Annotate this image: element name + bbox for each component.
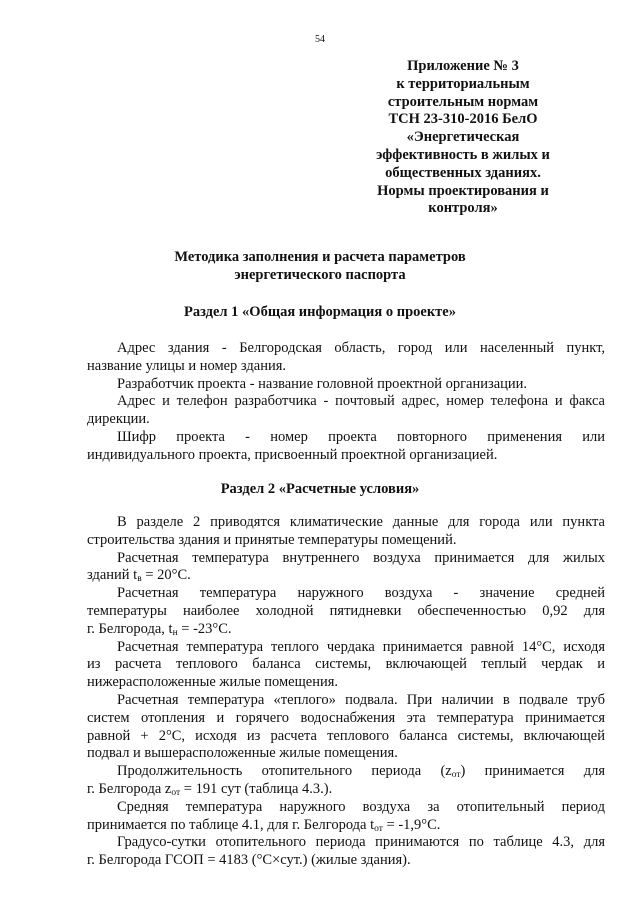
subscript: от <box>451 770 461 781</box>
appendix-line: Приложение № 3 <box>407 58 519 74</box>
text-line: подвал и вышерасположенные жилые помещения. <box>87 745 398 762</box>
text-fragment: г. Белгорода z <box>87 780 172 797</box>
paragraph <box>87 585 605 638</box>
paragraph <box>87 429 605 465</box>
text-fragment: = -1,9°С. <box>382 816 441 833</box>
section-2-body <box>87 514 605 870</box>
paragraph <box>87 376 605 394</box>
paragraph <box>87 550 605 586</box>
appendix-line: эффективность в жилых и <box>376 146 550 163</box>
text-fragment: = -23°С. <box>177 620 232 637</box>
subscript: в <box>137 574 142 585</box>
text-line <box>87 781 605 799</box>
text-line: В разделе 2 приводятся климатические данные для города или пункта <box>117 514 605 530</box>
text-line: температуры наиболее холодной пятидневки обеспеченностью 0,92 для <box>87 602 605 619</box>
text-fragment: = 20°С. <box>141 567 191 584</box>
appendix-line: контроля» <box>428 200 498 217</box>
text-line <box>87 567 605 585</box>
appendix-line: к территориальным <box>396 75 530 92</box>
text-line: равной + 2°С, исходя из расчета теплового баланса системы, включающей <box>87 727 605 744</box>
paragraph <box>87 340 605 376</box>
appendix-line: общественных зданиях. <box>385 164 541 181</box>
title-line-1: Методика заполнения и расчета параметров <box>174 249 466 265</box>
text-fragment: зданий t <box>87 567 138 584</box>
text-line <box>87 817 605 835</box>
text-line: систем отопления и горячего водоснабжения эта температура принимается <box>87 709 605 726</box>
text-fragment: = 191 сут (таблица 4.3.). <box>180 780 333 797</box>
text-line: индивидуального проекта, присвоенный проектной организацией. <box>87 446 498 463</box>
appendix-line: строительным нормам <box>387 93 539 110</box>
paragraph <box>87 514 605 550</box>
paragraph <box>87 763 605 799</box>
text-line: Расчетная температура теплого чердака принимается равной 14°С, исходя <box>117 638 605 655</box>
title-line-2: энергетического паспорта <box>234 267 406 283</box>
text-line: Градусо-сутки отопительного периода принимаются по таблице 4.3, для <box>117 834 605 851</box>
text-line: из расчета теплового баланса системы, включающей теплый чердак и <box>87 656 605 673</box>
appendix-line: ТСН 23-310-2016 БелО <box>388 111 538 128</box>
page-number: 54 <box>315 34 325 45</box>
text-line: г. Белгорода ГСОП = 4183 (°С×сут.) (жилые здания). <box>87 852 411 869</box>
text-line: дирекции. <box>87 411 150 428</box>
text-fragment: принимается по таблице 4.1, для г. Белгорода t <box>87 816 375 833</box>
text-line: строительства здания и принятые температуры помещений. <box>87 531 457 548</box>
appendix-line: «Энергетическая <box>406 129 520 146</box>
text-line: название улицы и номер здания. <box>87 357 287 374</box>
appendix-header <box>338 58 588 218</box>
text-line: Расчетная температура «теплого» подвала. При наличии в подвале труб <box>117 691 605 708</box>
paragraph <box>87 692 605 763</box>
paragraph <box>87 393 605 429</box>
text-fragment: Продолжительность отопительного периода (z <box>117 763 452 780</box>
paragraph <box>87 834 605 870</box>
text-fragment: г. Белгорода, t <box>87 620 173 637</box>
subscript: от <box>374 823 383 834</box>
text-line: Расчетная температура наружного воздуха - значение средней <box>117 585 605 602</box>
text-line: нижерасположенные жилые помещения. <box>87 674 339 691</box>
section-1-heading: Раздел 1 «Общая информация о проекте» <box>183 304 456 320</box>
paragraph <box>87 799 605 835</box>
text-line: Средняя температура наружного воздуха за отопительный период <box>117 798 605 815</box>
text-fragment: ) принимается для <box>460 763 606 780</box>
subscript: от <box>171 787 181 798</box>
section-2-heading: Раздел 2 «Расчетные условия» <box>220 481 420 497</box>
text-line: Адрес здания - Белгородская область, город или населенный пункт, <box>117 340 605 356</box>
text-line <box>87 763 605 781</box>
text-line: Разработчик проекта - название головной проектной организации. <box>117 375 528 392</box>
document-title <box>0 248 640 284</box>
text-line: Шифр проекта - номер проекта повторного применения или <box>117 428 605 445</box>
text-line <box>87 621 605 639</box>
appendix-line: Нормы проектирования и <box>377 182 549 199</box>
text-line: Расчетная температура внутреннего воздуха принимается для жилых <box>117 549 605 566</box>
section-1-body <box>87 340 605 465</box>
text-line: Адрес и телефон разработчика - почтовый адрес, номер телефона и факса <box>117 393 605 410</box>
subscript: н <box>172 627 178 638</box>
paragraph <box>87 639 605 692</box>
